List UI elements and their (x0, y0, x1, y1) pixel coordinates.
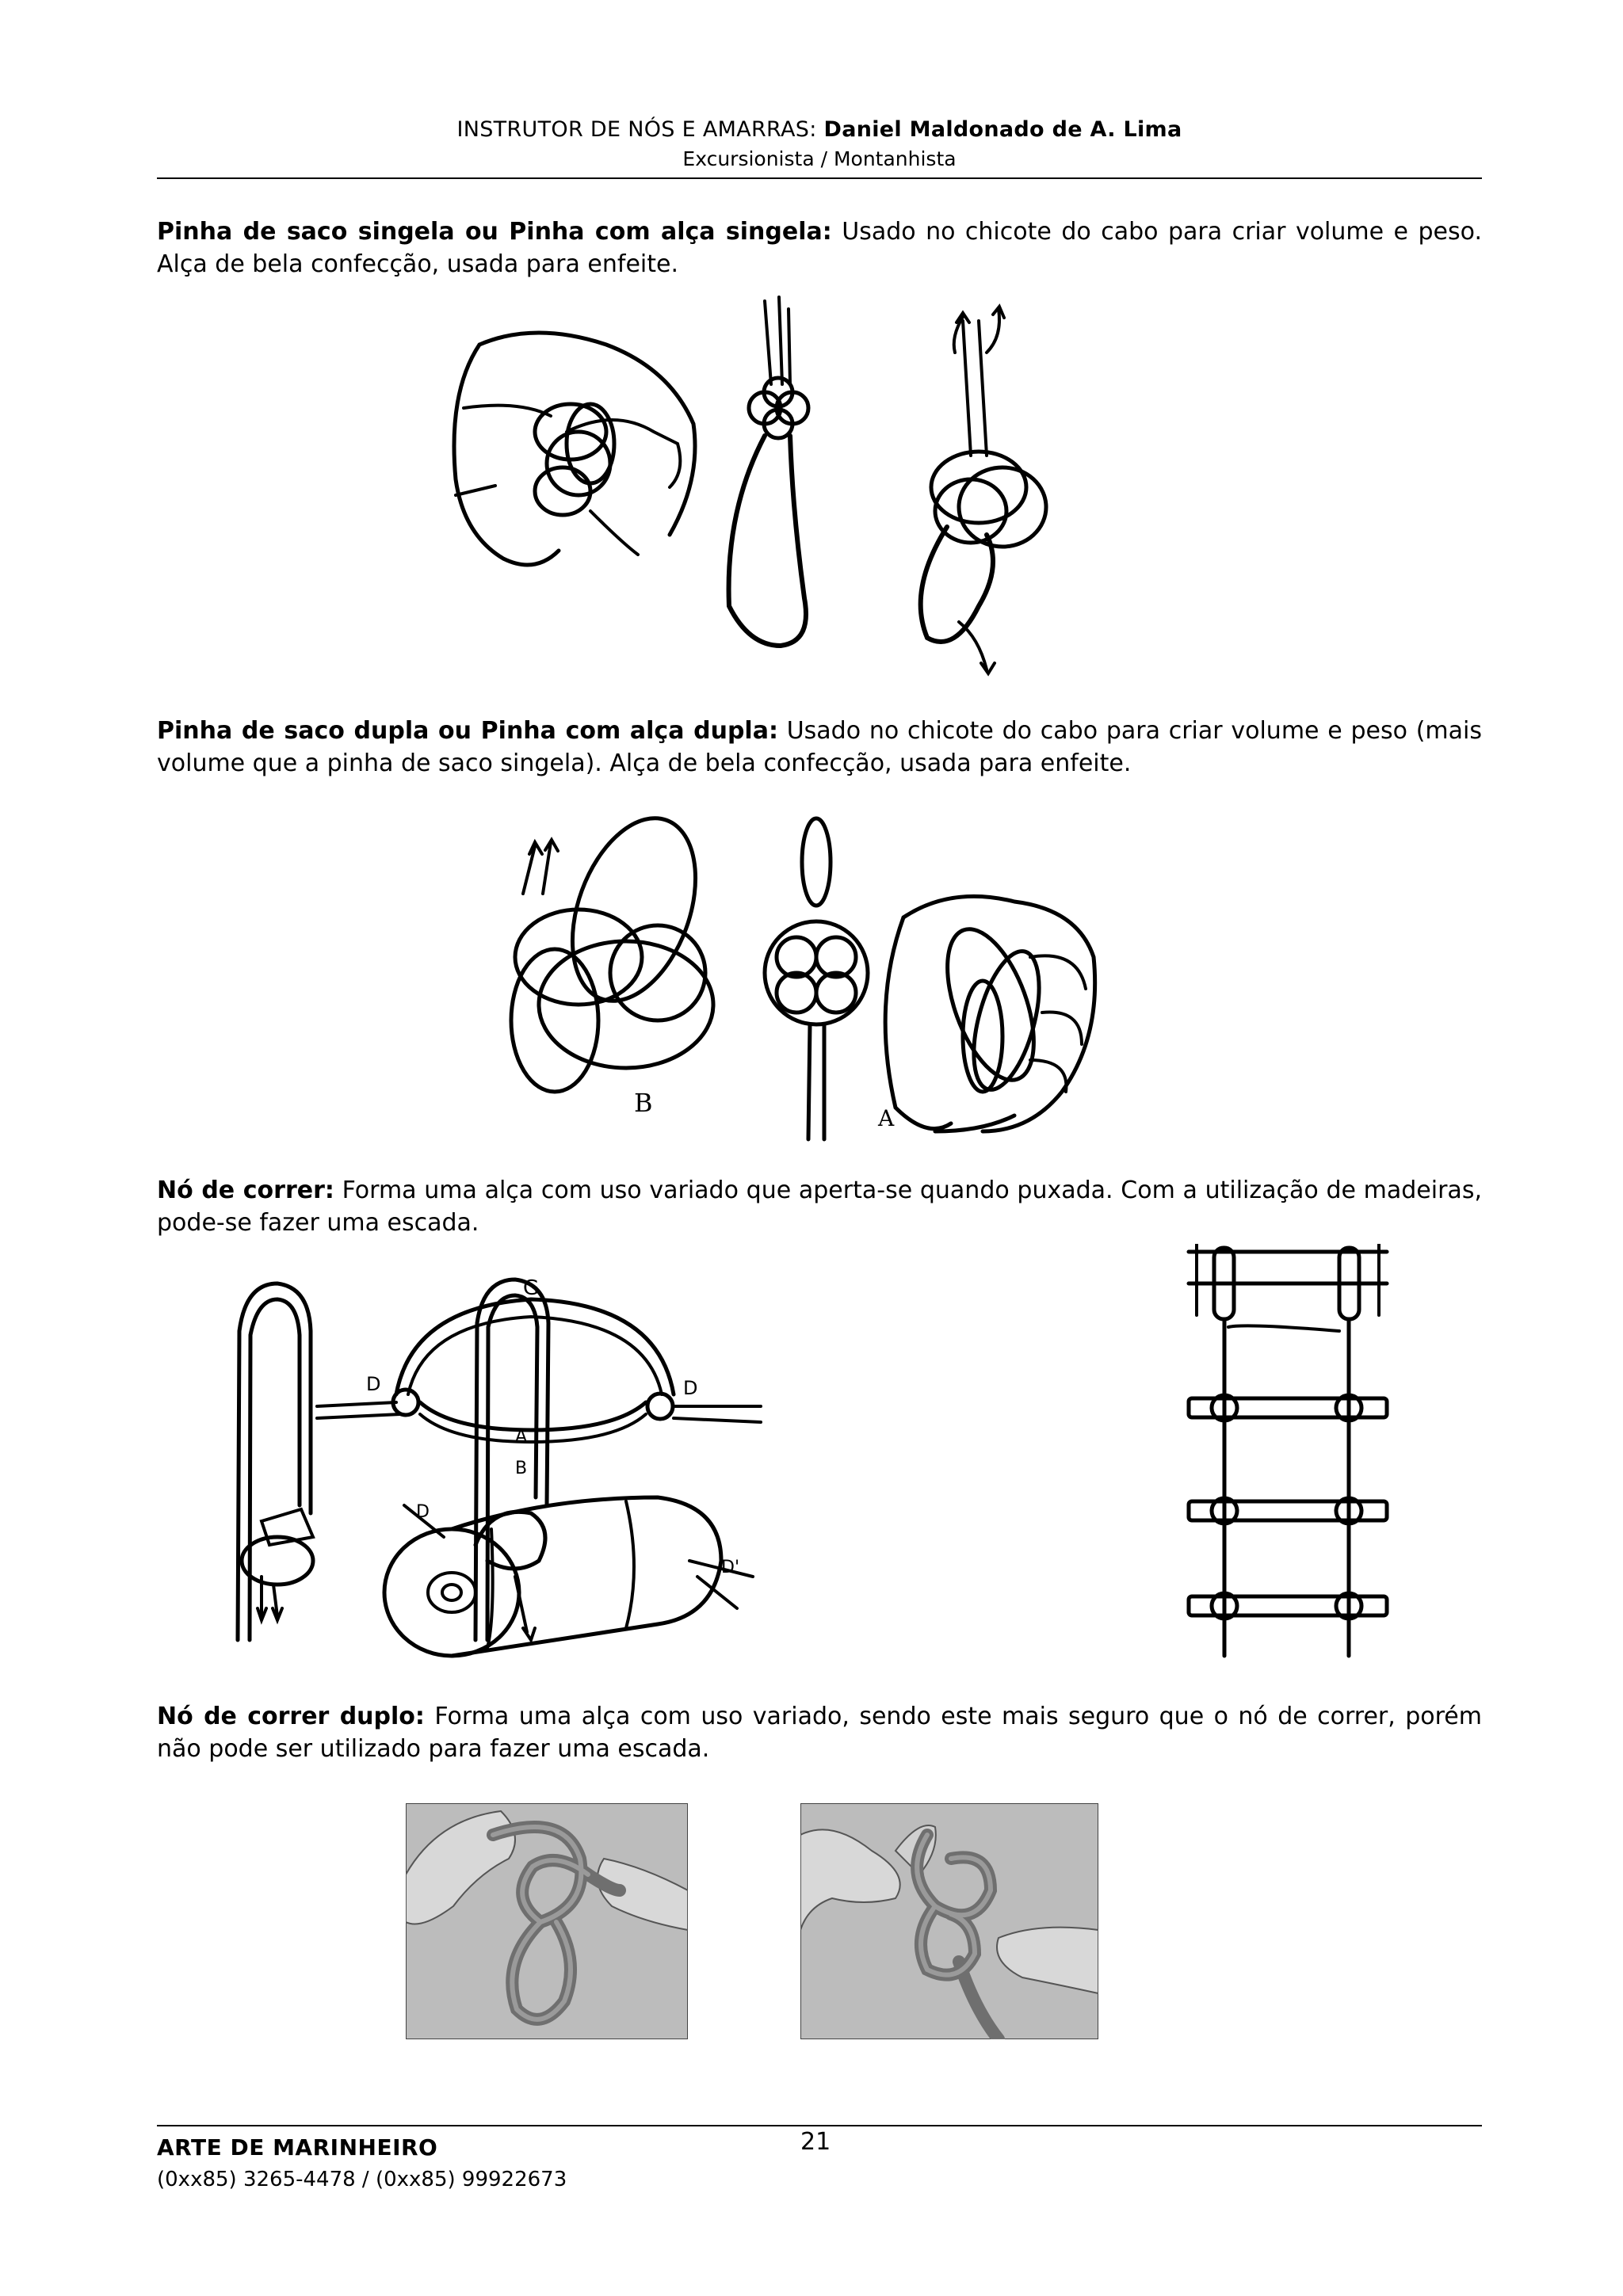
label-d-right: D (683, 1377, 698, 1399)
header-prefix: INSTRUTOR DE NÓS E AMARRAS: (456, 117, 824, 142)
figure-pinha-dupla (475, 799, 1141, 1155)
section-title: Nó de correr: (157, 1177, 334, 1204)
header-author-name: Daniel Maldonado de A. Lima (823, 117, 1182, 142)
label-a-loop: A (515, 1427, 528, 1447)
section-title: Nó de correr duplo: (157, 1703, 425, 1730)
section-title: Pinha de saco singela ou Pinha com alça singela: (157, 218, 832, 246)
figure-pinha-singela (432, 273, 1113, 701)
footer-divider (157, 2125, 1482, 2126)
section-text: Usado no chicote do cabo para criar volume e peso (mais volume que a pinha de saco singela). Alça de bela confecção, usada para enfeite. (157, 717, 1482, 777)
page-header-subtitle: Excursionista / Montanhista (682, 147, 957, 170)
section-no-de-correr (157, 1174, 1482, 1239)
section-text: Forma uma alça com uso variado, sendo este mais seguro que o nó de correr, porém não pode ser utilizado para fazer uma escada. (157, 1703, 1482, 1763)
section-no-de-correr-duplo (157, 1700, 1482, 1765)
label-d-left: D (366, 1373, 381, 1395)
label-d-log: D (416, 1502, 430, 1522)
footer-phone: (0xx85) 3265-4478 / (0xx85) 99922673 (157, 2168, 567, 2191)
section-pinha-singela (157, 215, 1482, 280)
label-g: G (523, 1276, 540, 1300)
label-b-loop: B (515, 1459, 528, 1478)
section-text: Usado no chicote do cabo para criar volume e peso. Alça de bela confecção, usada para enfeite. (157, 218, 1482, 278)
header-divider (157, 177, 1482, 179)
label-d-prime: D' (721, 1558, 739, 1577)
section-text: Forma uma alça com uso variado que aperta-se quando puxada. Com a utilização de madeiras, pode-se fazer uma escada. (157, 1177, 1482, 1237)
section-pinha-dupla (157, 715, 1482, 780)
footer-title: ARTE DE MARINHEIRO (157, 2134, 438, 2161)
figure-no-de-correr (214, 1244, 1419, 1672)
section-title: Pinha de saco dupla ou Pinha com alça dupla: (157, 717, 778, 745)
page-header-author (157, 117, 1482, 142)
photo-no-correr-duplo-2 (800, 1803, 1098, 2039)
page-number: 21 (800, 2128, 831, 2156)
label-a: A (878, 1105, 895, 1131)
photo-no-correr-duplo-1 (406, 1803, 688, 2039)
label-b: B (634, 1088, 653, 1118)
